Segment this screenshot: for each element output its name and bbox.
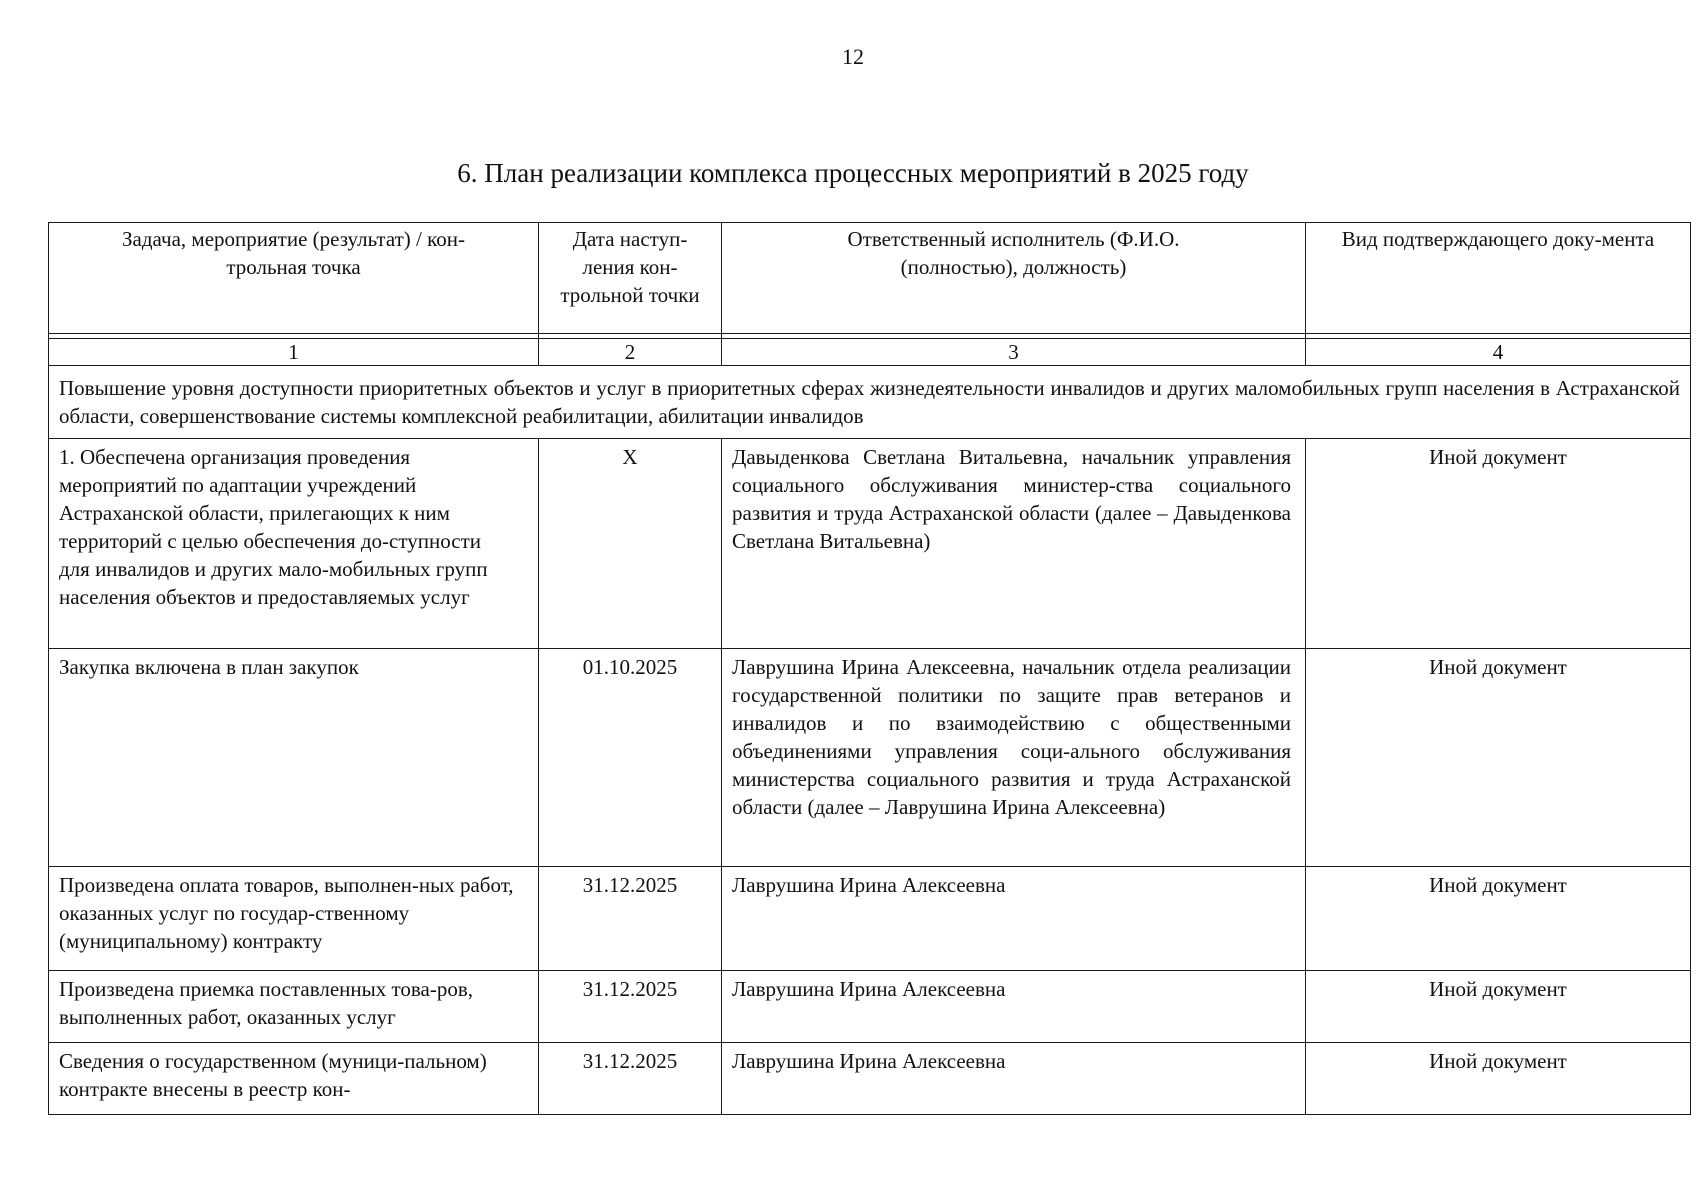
column-number: 1 — [49, 339, 539, 366]
section-text: Повышение уровня доступности приоритетных объектов и услуг в приоритетных сферах жизнедеятельности инвалидов и других маломобильных групп населения в Астраханской области, совершенствование системы комплексной реабилитации, абилитации инвалидов — [49, 366, 1691, 439]
date-cell: 31.12.2025 — [539, 1043, 722, 1115]
page-number: 12 — [842, 44, 864, 69]
responsible-cell: Лаврушина Ирина Алексеевна, начальник отдела реализации государственной политики по защите прав ветеранов и инвалидов и по взаимодействию с общественными объединениями управления соци-ального обслуживания министерства социального развития и труда Астраханской области (далее – Лаврушина Ирина Алексеевна) — [722, 649, 1306, 867]
date-cell: 01.10.2025 — [539, 649, 722, 867]
responsible-cell: Лаврушина Ирина Алексеевна — [722, 1043, 1306, 1115]
header-date: Дата наступ-ления кон-трольной точки — [539, 223, 722, 334]
responsible-cell: Лаврушина Ирина Алексеевна — [722, 867, 1306, 971]
document-cell: Иной документ — [1306, 867, 1691, 971]
task-cell: Произведена оплата товаров, выполнен-ных работ, оказанных услуг по государ-ственному (муниципальному) контракту — [49, 867, 539, 971]
document-cell: Иной документ — [1306, 1043, 1691, 1115]
table-row — [49, 867, 1691, 971]
column-number: 3 — [722, 339, 1306, 366]
header-row — [49, 223, 1691, 334]
date-cell: 31.12.2025 — [539, 867, 722, 971]
header-responsible: Ответственный исполнитель (Ф.И.О. (полностью), должность) — [722, 223, 1306, 334]
task-cell: Произведена приемка поставленных това-ров, выполненных работ, оказанных услуг — [49, 971, 539, 1043]
document-cell: Иной документ — [1306, 439, 1691, 649]
plan-table — [48, 222, 1691, 1115]
date-cell: X — [539, 439, 722, 649]
responsible-cell: Давыденкова Светлана Витальевна, начальник управления социального обслуживания министер-ства социального развития и труда Астраханской области (далее – Давыденкова Светлана Витальевна) — [722, 439, 1306, 649]
document-cell: Иной документ — [1306, 971, 1691, 1043]
section-title: 6. План реализации комплекса процессных мероприятий в 2025 году — [457, 158, 1249, 188]
header-document: Вид подтверждающего доку-мента — [1306, 223, 1691, 334]
task-cell: 1. Обеспечена организация проведения мероприятий по адаптации учреждений Астраханской области, прилегающих к ним территорий с целью обеспечения до-ступности для инвалидов и других мало-мобильных групп населения объектов и предоставляемых услуг — [49, 439, 539, 649]
header-task: Задача, мероприятие (результат) / кон-трольная точка — [49, 223, 539, 334]
section-row — [49, 366, 1691, 439]
document-cell: Иной документ — [1306, 649, 1691, 867]
column-number-row — [49, 339, 1691, 366]
task-cell: Сведения о государственном (муници-пальном) контракте внесены в реестр кон- — [49, 1043, 539, 1115]
table-row — [49, 439, 1691, 649]
date-cell: 31.12.2025 — [539, 971, 722, 1043]
table-row — [49, 971, 1691, 1043]
column-number: 4 — [1306, 339, 1691, 366]
responsible-cell: Лаврушина Ирина Алексеевна — [722, 971, 1306, 1043]
column-number: 2 — [539, 339, 722, 366]
table-row — [49, 649, 1691, 867]
task-cell: Закупка включена в план закупок — [49, 649, 539, 867]
table-row — [49, 1043, 1691, 1115]
